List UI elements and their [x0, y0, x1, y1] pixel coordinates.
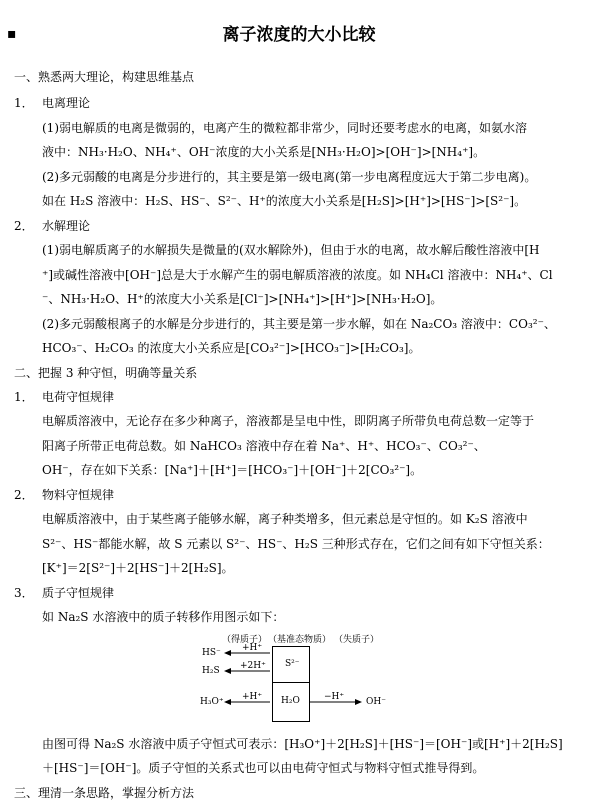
- item-number: 2．: [14, 488, 34, 502]
- paragraph-line: 电解质溶液中，无论存在多少种离子，溶液都是呈电中性，即阴离子所带负电荷总数一定等于: [42, 414, 535, 428]
- label-minus-h: −H⁺: [324, 692, 345, 702]
- subsection-heading: 质子守恒规律: [42, 586, 115, 600]
- species-s2: S²⁻: [285, 659, 300, 669]
- paragraph-line: HCO₃⁻、H₂CO₃ 的浓度大小关系应是[CO₃²⁻]>[HCO₃⁻]>[H₂CO₃]。: [42, 341, 421, 355]
- species-hs: HS⁻: [202, 648, 221, 658]
- paragraph-line: 阳离子所带正电荷总数。如 NaHCO₃ 溶液中存在着 Na⁺、H⁺、HCO₃⁻、CO₃²⁻、: [42, 439, 486, 453]
- header-lose-proton: （失质子）: [334, 635, 380, 645]
- proton-transfer-diagram: [200, 630, 400, 730]
- paragraph-line: ⁺]或碱性溶液中[OH⁻]总是大于水解产生的弱电解质溶液的浓度。如 NH₄Cl 溶液中：NH₄⁺、Cl: [42, 268, 553, 282]
- header-gain-proton: （得质子）: [222, 635, 268, 645]
- paragraph-line: ＋[HS⁻]＝[OH⁻]。质子守恒的关系式也可以由电荷守恒式与物料守恒式推导得到。: [42, 761, 485, 775]
- paragraph-line: (2)多元弱酸的电离是分步进行的，其主要是第一级电离(第一步电离程度远大于第二步电离)。: [42, 170, 537, 184]
- paragraph-line: OH⁻，存在如下关系：[Na⁺]＋[H⁺]＝[HCO₃⁻]＋[OH⁻]＋2[CO₃²⁻]。: [42, 463, 423, 477]
- bullet-marker: ▪: [7, 26, 17, 42]
- paragraph-line: ⁻、NH₃·H₂O、H⁺的浓度大小关系是[Cl⁻]>[NH₄⁺]>[H⁺]>[NH₃·H₂O]。: [42, 292, 443, 306]
- subsection-heading: 水解理论: [42, 219, 91, 233]
- species-h3o: H₃O⁺: [200, 697, 224, 707]
- header-base-substance: （基准态物质）: [268, 635, 332, 645]
- box-h2o: [272, 682, 310, 722]
- item-number: 2．: [14, 219, 34, 233]
- species-h2s: H₂S: [202, 666, 220, 676]
- item-number: 1．: [14, 390, 34, 404]
- species-h2o: H₂O: [281, 696, 300, 706]
- section-heading: 二、把握 3 种守恒，明确等量关系: [14, 366, 198, 380]
- arrow-head-hs: [224, 650, 231, 656]
- paragraph-line: 如 Na₂S 水溶液中的质子转移作用图示如下：: [42, 610, 285, 624]
- species-oh: OH⁻: [366, 697, 386, 707]
- paragraph-line: 由图可得 Na₂S 水溶液中质子守恒式可表示：[H₃O⁺]＋2[H₂S]＋[HS⁻]＝[OH⁻]或[H⁺]＋2[H₂S]: [42, 737, 563, 751]
- arrow-head-oh: [355, 699, 362, 705]
- paragraph-line: (1)弱电解质离子的水解损失是微量的(双水解除外)，但由于水的电离，故水解后酸性溶液中[H: [42, 243, 540, 257]
- paragraph-line: S²⁻、HS⁻都能水解，故 S 元素以 S²⁻、HS⁻、H₂S 三种形式存在，它们之间有如下守恒关系：: [42, 537, 550, 551]
- label-plus-h-2: +H⁺: [242, 692, 263, 702]
- paragraph-line: 如在 H₂S 溶液中：H₂S、HS⁻、S²⁻、H⁺的浓度大小关系是[H₂S]>[H⁺]>[HS⁻]>[S²⁻]。: [42, 194, 527, 208]
- paragraph-line: (2)多元弱酸根离子的水解是分步进行的，其主要是第一步水解，如在 Na₂CO₃ 溶液中：CO₃²⁻、: [42, 317, 556, 331]
- arrow-head-h2s: [224, 668, 231, 674]
- subsection-heading: 电离理论: [42, 96, 91, 110]
- page-title: 离子浓度的大小比较: [222, 25, 376, 45]
- subsection-heading: 电荷守恒规律: [42, 390, 115, 404]
- paragraph-line: 电解质溶液中，由于某些离子能够水解，离子种类增多，但元素总是守恒的。如 K₂S 溶液中: [42, 512, 528, 526]
- label-plus-h-1: +H⁺: [242, 643, 263, 653]
- arrow-head-h3o: [224, 699, 231, 705]
- section-heading: 三、理清一条思路，掌握分析方法: [14, 786, 195, 800]
- subsection-heading: 物料守恒规律: [42, 488, 115, 502]
- section-heading: 一、熟悉两大理论，构建思维基点: [14, 70, 195, 84]
- paragraph-line: 液中：NH₃·H₂O、NH₄⁺、OH⁻浓度的大小关系是[NH₃·H₂O]>[OH⁻]>[NH₄⁺]。: [42, 145, 486, 159]
- box-s2: [272, 646, 310, 684]
- item-number: 3．: [14, 586, 34, 600]
- item-number: 1．: [14, 96, 34, 110]
- label-plus-2h: +2H⁺: [240, 661, 266, 671]
- paragraph-line: (1)弱电解质的电离是微弱的，电离产生的微粒都非常少，同时还要考虑水的电离，如氨水溶: [42, 121, 528, 135]
- paragraph-line: [K⁺]＝2[S²⁻]＋2[HS⁻]＋2[H₂S]。: [42, 561, 234, 575]
